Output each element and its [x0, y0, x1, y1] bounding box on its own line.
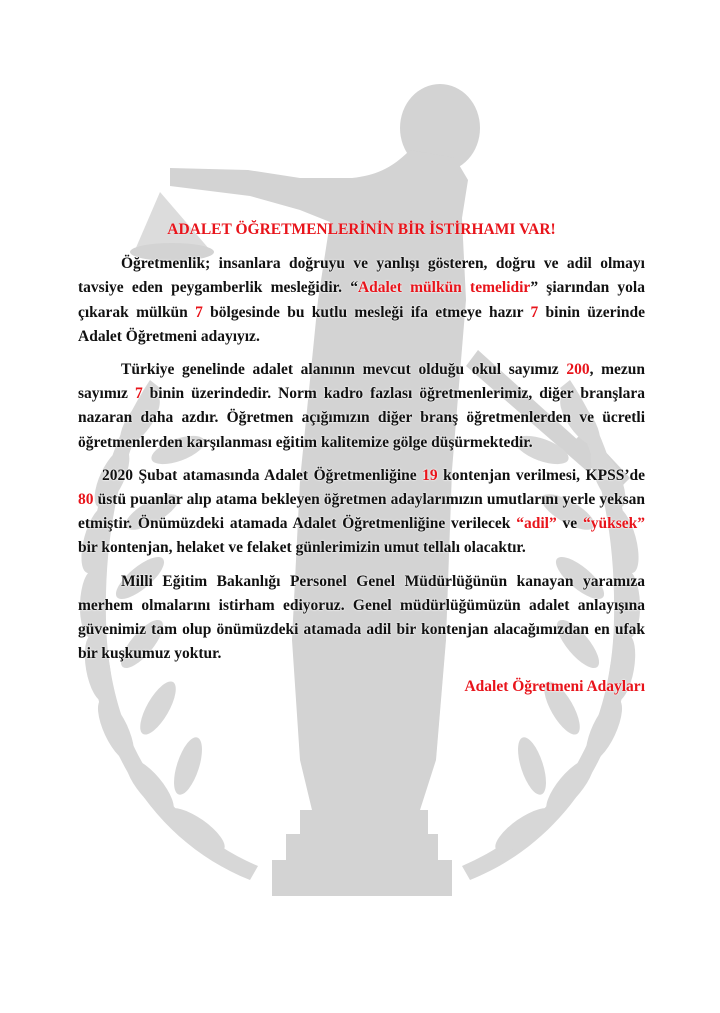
p1-text-a: Öğretmenlik; insanlara doğruyu ve yanlışı gösteren, doğru ve adil olmayı tavsiye eden peygamberlik mesleğidir. [78, 255, 645, 297]
p2-text-a: Türkiye genelinde adalet alanının mevcut olduğu okul sayımız [121, 361, 567, 379]
p3-text-a: 2020 Şubat atamasında Adalet Öğretmenliğine [102, 466, 423, 484]
p2-text-c: binin üzerindedir. Norm kadro fazlası öğretmenlerimiz, diğer branşlara nazaran daha azdır. Öğretmen açığımızın diğer branş öğretmenlerden ve ücretli öğretmenlerden karşılanması eğitim kalitemize gölge düşürmektedir. [78, 385, 645, 451]
p1-text-c: bölgesinde bu kutlu mesleği ifa etmeye hazır [202, 303, 531, 321]
p1-text-b: şiarından yola çıkarak mülkün [78, 279, 645, 321]
p3-text-e: bir kontenjan, helaket ve felaket günlerimizin umut tellalı olacaktır. [78, 539, 526, 557]
p2-text-b: , mezun sayımız [78, 361, 645, 403]
signature: Adalet Öğretmeni Adayları [464, 678, 645, 696]
p3-number-2: 80 [78, 491, 94, 509]
paragraph-2 [78, 358, 645, 455]
paragraph-1 [78, 252, 645, 349]
paragraph-4: Milli Eğitim Bakanlığı Personel Genel Müdürlüğünün kanayan yaramıza merhem olmalarını istirham ediyoruz. Genel müdürlüğümüzün adalet anlayışına güvenimiz tam olup önümüzdeki atamada adil bir kontenjan alacağımızdan en ufak bir kuşkumuz yoktur. [78, 572, 645, 663]
p3-text-d: ve [556, 515, 583, 533]
p1-text-d: binin üzerinde Adalet Öğretmeni adayıyız. [78, 303, 645, 345]
p3-quote-1: “adil” [516, 515, 557, 533]
p2-number-2: 7 [134, 385, 143, 403]
p1-number-1: 7 [195, 303, 203, 321]
p1-quote-open: “ [350, 279, 358, 297]
p1-quote-close: ” [530, 279, 539, 297]
paragraph-3 [78, 464, 645, 561]
p3-text-b: kontenjan verilmesi, KPSS’de [437, 466, 645, 484]
p2-number-1: 200 [566, 361, 590, 379]
p3-number-1: 19 [422, 466, 438, 484]
p3-text-c: üstü puanlar alıp atama bekleyen öğretmen adaylarımızın umutlarını yerle yeksan etmiştir. Önümüzdeki atamada Adalet Öğretmenliğine verilecek [78, 491, 645, 533]
letter-body [78, 218, 645, 700]
p3-quote-2: “yüksek” [582, 515, 645, 533]
p1-number-2: 7 [530, 303, 539, 321]
letter-title: ADALET ÖĞRETMENLERİNİN BİR İSTİRHAMI VAR! [167, 221, 556, 238]
p1-quote: Adalet mülkün temelidir [357, 279, 531, 297]
